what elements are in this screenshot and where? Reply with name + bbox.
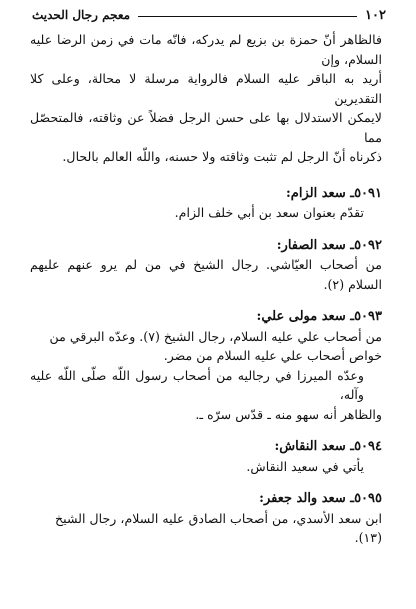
text-line: ابن سعد الأسدي، من أصحاب الصادق عليه السلام، رجال الشيخ xyxy=(55,510,382,526)
entry-heading: ٥٠٩٣ـ سعد مولى علي: xyxy=(256,309,382,324)
running-header xyxy=(32,4,386,26)
intro-paragraph xyxy=(30,30,382,167)
page-body xyxy=(30,30,382,548)
text-line: والظاهر أنه سهو منه ـ قدّس سرّه ـ. xyxy=(195,406,382,422)
header-rule xyxy=(138,16,357,17)
entry-heading: ٥٠٩١ـ سعد الزام: xyxy=(286,185,382,201)
text-line: وعدّه الميرزا في رجاليه من أصحاب رسول اللّه صلّى اللّه عليه وآله، xyxy=(30,367,364,402)
text-line: فالظاهر أنّ حمزة بن بزيع لم يدركه، فانّه مات في زمن الرضا عليه السلام، وإن xyxy=(30,32,382,67)
text-line: ذكرناه أنّ الرجل لم تثبت وثاقته ولا حسنه، واللّه العالم بالحال. xyxy=(62,149,382,164)
entry-heading: ٥٠٩٤ـ سعد النقاش: xyxy=(274,439,382,454)
entry-5094 xyxy=(30,437,382,476)
entry-5091 xyxy=(30,184,382,223)
text-line: أريد به الباقر عليه السلام فالرواية مرسلة لا محالة، وعلى كلا التقديرين xyxy=(30,71,382,106)
entry-5095 xyxy=(30,489,382,548)
book-title: معجم رجال الحديث xyxy=(32,8,131,22)
text-line: (١٣). xyxy=(354,530,382,545)
text-line: من أصحاب العيّاشي. رجال الشيخ في من لم يرو عنهم عليهم السلام (٢). xyxy=(30,257,382,292)
text-line: من أصحاب علي عليه السلام، رجال الشيخ (٧). وعدّه البرقي من xyxy=(49,328,382,344)
entry-heading: ٥٠٩٢ـ سعد الصفار: xyxy=(276,237,382,253)
text-line: خواص أصحاب علي عليه السلام من مضر. xyxy=(163,348,382,363)
entry-5092 xyxy=(30,236,382,295)
text-line: يأتي في سعيد النقاش. xyxy=(246,458,364,474)
entry-5093 xyxy=(30,307,382,424)
text-line: تقدّم بعنوان سعد بن أبي خلف الزام. xyxy=(174,205,364,220)
entry-heading: ٥٠٩٥ـ سعد والد جعفر: xyxy=(259,491,382,506)
page-number: ١٠٢ xyxy=(365,7,386,23)
text-line: لايمكن الاستدلال بها على حسن الرجل فضلاً عن وثاقته، فالمتحصّل مما xyxy=(30,110,382,145)
